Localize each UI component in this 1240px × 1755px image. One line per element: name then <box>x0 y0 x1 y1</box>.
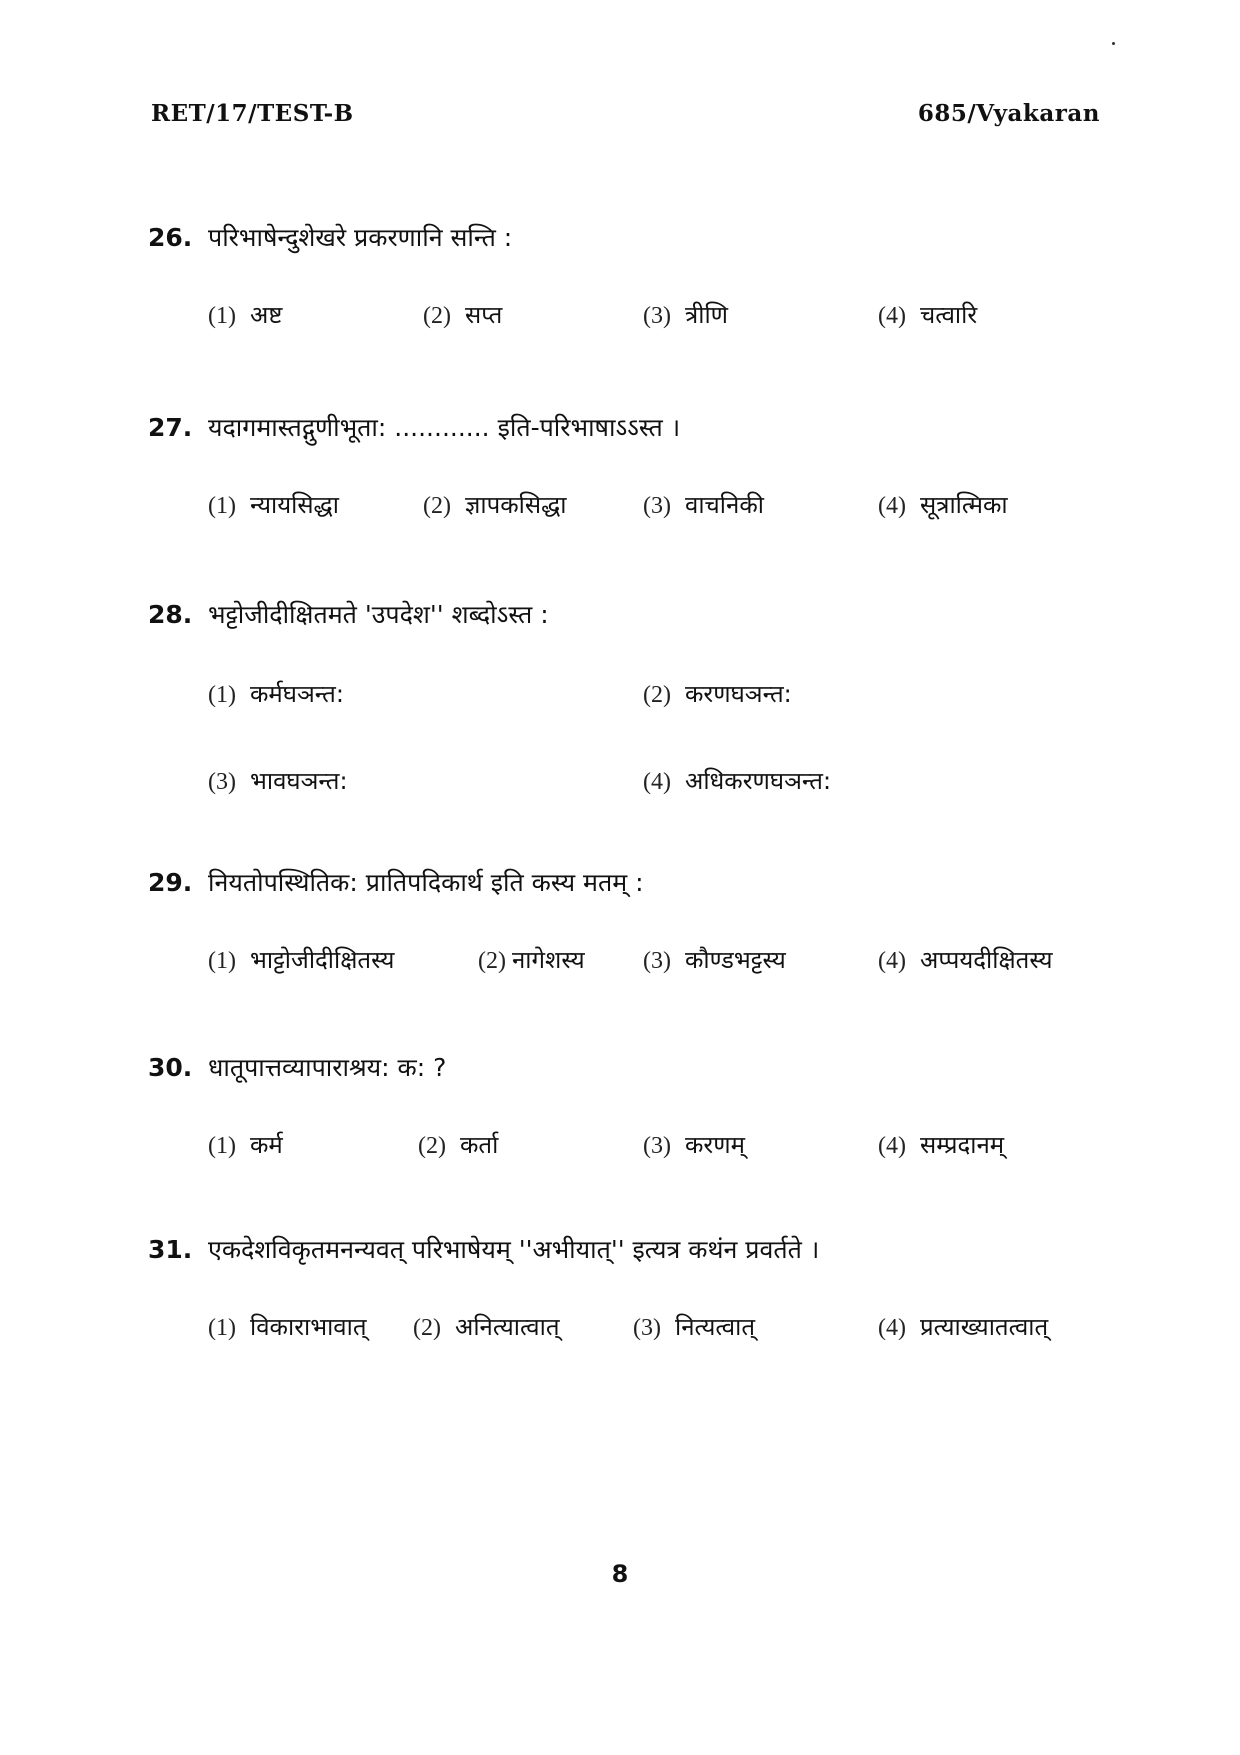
question-number: 26. <box>148 223 193 252</box>
option-1[interactable]: (1) विकाराभावात् <box>208 1313 367 1341</box>
question-number: 30. <box>148 1053 193 1082</box>
option-1[interactable]: (1) भाट्टोजीदीक्षितस्य <box>208 946 395 974</box>
question-28 <box>148 597 1128 795</box>
option-1[interactable]: (1) कर्म <box>208 1131 283 1159</box>
test-code: RET/17/TEST-B <box>151 100 354 127</box>
question-text: एकदेशविकृतमनन्यवत् परिभाषेयम् ''अभीयात्'' इत्यत्र कथंन प्रवर्तते । <box>208 1235 820 1264</box>
question-number: 27. <box>148 413 193 442</box>
option-3[interactable]: (3) करणम् <box>643 1131 745 1159</box>
option-2[interactable]: (2) नागेशस्य <box>478 946 585 974</box>
option-4[interactable]: (4) प्रत्याख्यातत्वात् <box>878 1313 1049 1341</box>
option-2[interactable]: (2) सप्त <box>423 301 503 329</box>
option-1[interactable]: (1) कर्मघञन्त: <box>208 680 344 708</box>
option-2[interactable]: (2) करणघञन्त: <box>643 680 792 708</box>
option-3[interactable]: (3) वाचनिकी <box>643 491 764 519</box>
option-1[interactable]: (1) न्यायसिद्धा <box>208 491 339 519</box>
option-3[interactable]: (3) त्रीणि <box>643 301 729 329</box>
option-4[interactable]: (4) सूत्रात्मिका <box>878 491 1008 519</box>
scan-speck <box>1112 42 1115 45</box>
question-text: धातूपात्तव्यापाराश्रय: क: ? <box>208 1053 447 1082</box>
question-text: परिभाषेन्दुशेखरे प्रकरणानि सन्ति : <box>208 223 513 252</box>
page-number: 8 <box>611 1560 629 1588</box>
question-31 <box>148 1232 1128 1341</box>
option-3[interactable]: (3) कौण्डभट्टस्य <box>643 946 786 974</box>
question-26 <box>148 220 1128 329</box>
option-4[interactable]: (4) अधिकरणघञन्त: <box>643 767 832 795</box>
question-number: 28. <box>148 600 193 629</box>
question-text: भट्टोजीदीक्षितमते 'उपदेश'' शब्दोऽस्त : <box>208 600 549 629</box>
option-4[interactable]: (4) चत्वारि <box>878 301 978 329</box>
question-number: 31. <box>148 1235 193 1264</box>
question-text: नियतोपस्थितिक: प्रातिपदिकार्थ इति कस्य मतम् : <box>208 868 644 897</box>
question-number: 29. <box>148 868 193 897</box>
subject-code: 685/Vyakaran <box>917 100 1100 127</box>
question-30 <box>148 1050 1128 1159</box>
option-4[interactable]: (4) सम्प्रदानम् <box>878 1131 1005 1159</box>
option-3[interactable]: (3) भावघञन्त: <box>208 767 348 795</box>
question-27 <box>148 410 1128 519</box>
option-2[interactable]: (2) अनित्यात्वात् <box>413 1313 560 1341</box>
option-3[interactable]: (3) नित्यत्वात् <box>633 1313 756 1341</box>
option-2[interactable]: (2) कर्ता <box>418 1131 499 1159</box>
question-29 <box>148 865 1128 974</box>
question-text: यदागमास्तद्गुणीभूता: ............ इति-परिभाषाऽऽस्त । <box>208 413 681 442</box>
option-4[interactable]: (4) अप्पयदीक्षितस्य <box>878 946 1053 974</box>
option-2[interactable]: (2) ज्ञापकसिद्धा <box>423 491 567 519</box>
option-1[interactable]: (1) अष्ट <box>208 301 283 329</box>
